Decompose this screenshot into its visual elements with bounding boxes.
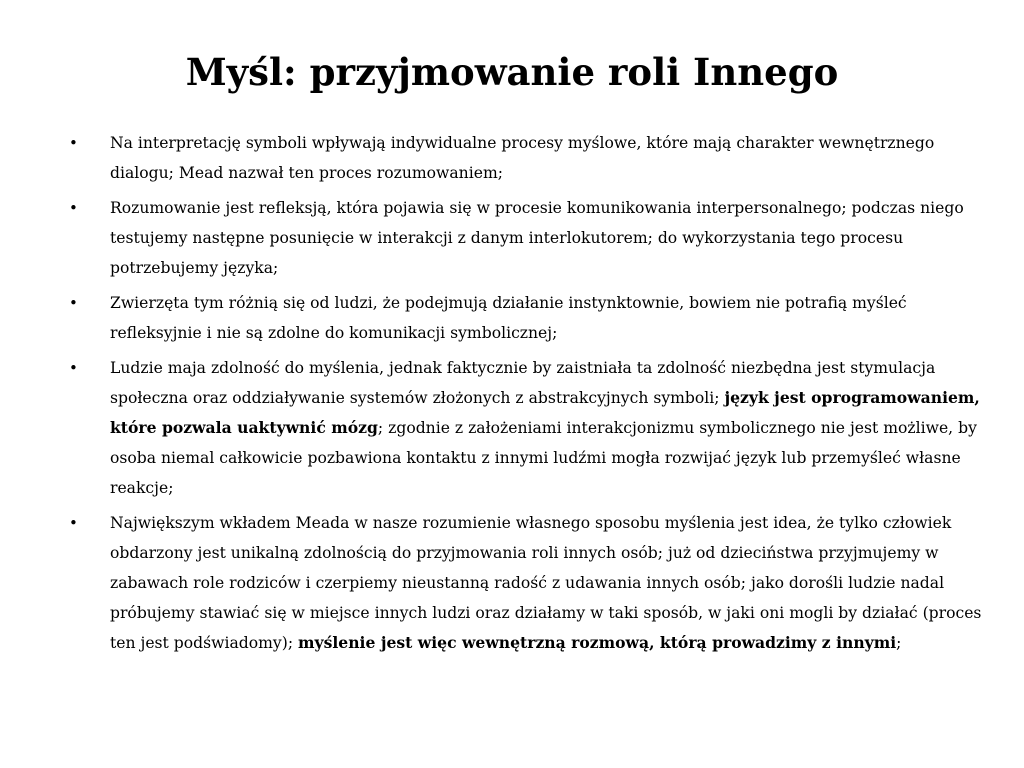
text-segment: Rozumowanie jest refleksją, która pojawia się w procesie komunikowania interpersonalnego; podczas niego testujemy następne posunięcie w interakcji z danym interlokutorem; do wykorzystania tego procesu potrzebujemy języka;	[110, 199, 964, 277]
bullet-icon: •	[69, 294, 78, 312]
text-segment: ; zgodnie z założeniami interakcjonizmu symbolicznego nie jest możliwe, by osoba niemal całkowicie pozbawiona kontaktu z innymi ludźmi mogła rozwijać język lub przemyśleć własne reakcje;	[110, 419, 977, 497]
bullet-text	[110, 199, 964, 277]
bullet-icon: •	[69, 134, 78, 152]
bullet-icon: •	[69, 359, 78, 377]
bullet-item	[66, 128, 986, 188]
bullet-item	[66, 508, 986, 658]
bullet-text	[110, 359, 980, 497]
bullet-text	[110, 134, 934, 182]
bullet-item	[66, 193, 986, 283]
text-segment: Największym wkładem Meada w nasze rozumienie własnego sposobu myślenia jest idea, że tylko człowiek obdarzony jest unikalną zdolnością do przyjmowania roli innych osób; już od dzieciństwa przyjmujemy w zabawach role rodziców i czerpiemy nieustanną radość z udawania innych osób; jako dorośli ludzie nadal próbujemy stawiać się w miejsce innych ludzi oraz działamy w taki sposób, w jaki oni mogli by działać (proces ten jest podświadomy);	[110, 514, 982, 652]
bullet-icon: •	[69, 199, 78, 217]
slide-title: Myśl: przyjmowanie roli Innego	[185, 50, 839, 94]
emphasized-text: myślenie jest więc wewnętrzną rozmową, którą prowadzimy z innymi	[298, 633, 897, 652]
emphasized-text: język jest oprogramowaniem, które pozwala uaktywnić mózg	[110, 388, 980, 437]
text-segment: Na interpretację symboli wpływają indywidualne procesy myślowe, które mają charakter wewnętrznego dialogu; Mead nazwał ten proces rozumowaniem;	[110, 134, 935, 182]
bullet-text	[110, 294, 907, 342]
bullet-list	[66, 128, 986, 663]
text-segment: Ludzie maja zdolność do myślenia, jednak faktycznie by zaistniała ta zdolność niezbędna jest stymulacja społeczna oraz oddziaływanie systemów złożonych z abstrakcyjnych symboli;	[110, 359, 936, 407]
bullet-text	[110, 514, 981, 652]
text-segment: ;	[896, 634, 902, 652]
bullet-item	[66, 353, 986, 503]
bullet-icon: •	[69, 514, 78, 532]
text-segment: Zwierzęta tym różnią się od ludzi, że podejmują działanie instynktownie, bowiem nie potrafią myśleć refleksyjnie i nie są zdolne do komunikacji symbolicznej;	[110, 294, 907, 342]
bullet-item	[66, 288, 986, 348]
